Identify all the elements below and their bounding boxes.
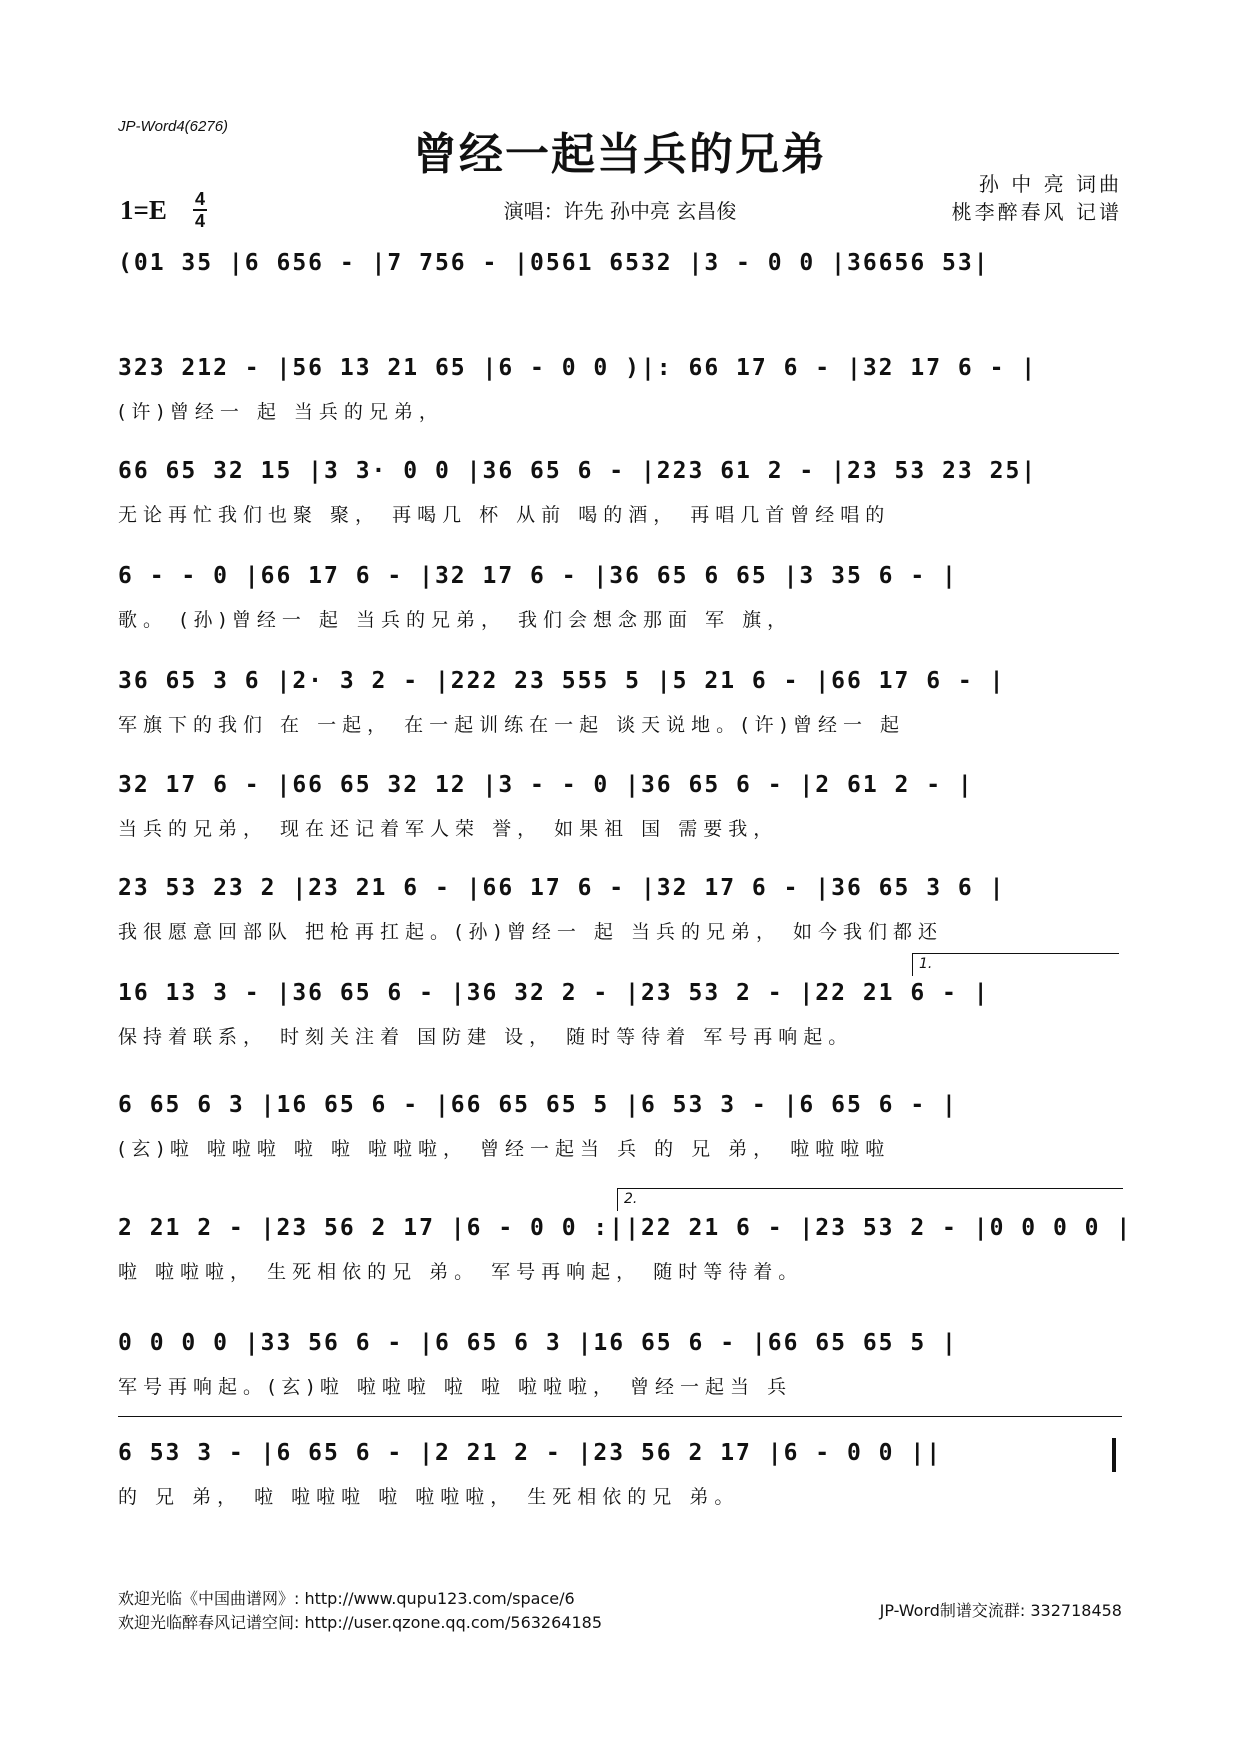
notation-line: (01 35 |6 656 - |7 756 - |0561 6532 |3 - 0 0 |36656 53| [118,250,990,276]
lyrics-line: 军旗下的我们 在 一起， 在一起训练在一起 谈天说地。(许)曾经一 起 [118,714,906,736]
footer-link-2: 欢迎光临醉春风记谱空间: http://user.qzone.qq.com/563264185 [118,1613,603,1632]
notation-line: 0 0 0 0 |33 56 6 - |6 65 6 3 |16 65 6 - |66 65 65 5 | [118,1330,958,1356]
notation-line: 66 65 32 15 |3 3· 0 0 |36 65 6 - |223 61 2 - |23 53 23 25| [118,458,1038,484]
lyrics-line: 啦 啦啦啦， 生死相依的兄 弟。 军号再响起， 随时等待着。 [118,1261,804,1283]
song-title: 曾经一起当兵的兄弟 [413,129,827,180]
notation-line: 323 212 - |56 13 21 65 |6 - 0 0 )|: 66 17 6 - |32 17 6 - | [118,355,1038,381]
lyrics-line: 的 兄 弟， 啦 啦啦啦 啦 啦啦啦， 生死相依的兄 弟。 [118,1486,740,1508]
notation-line: 6 53 3 - |6 65 6 - |2 21 2 - |23 56 2 17 |6 - 0 0 || [118,1440,943,1466]
lyrics-line: 歌。 (孙)曾经一 起 当兵的兄弟， 我们会想念那面 军 旗， [118,609,793,631]
key-signature: 1=E [120,195,167,225]
singers: 演唱：许先 孙中亮 玄昌俊 [503,199,737,223]
final-barline [1112,1438,1116,1472]
transcriber-credit: 桃李醉春风 记谱 [951,200,1122,224]
composer-credit: 孙 中 亮 词曲 [978,172,1122,196]
lyrics-line: 军号再响起。(玄)啦 啦啦啦 啦 啦 啦啦啦， 曾经一起当 兵 [118,1376,793,1398]
lyrics-line: (玄)啦 啦啦啦 啦 啦 啦啦啦， 曾经一起当 兵 的 兄 弟， 啦啦啦啦 [118,1138,891,1160]
time-top: 4 [194,189,205,209]
software-label: JP-Word4(6276) [118,118,229,135]
lyrics-line: 当兵的兄弟， 现在还记着军人荣 誉， 如果祖 国 需要我， [118,818,779,840]
lyrics-line: (许)曾经一 起 当兵的兄弟， [118,401,444,423]
lyrics-line: 无论再忙我们也聚 聚， 再喝几 杯 从前 喝的酒， 再唱几首曾经唱的 [118,504,891,526]
notation-line: 16 13 3 - |36 65 6 - |36 32 2 - |23 53 2 - |22 21 6 - | [118,980,990,1006]
volta-second: 2. [617,1188,1123,1211]
notation-line: 6 - - 0 |66 17 6 - |32 17 6 - |36 65 6 65 |3 35 6 - | [118,563,958,589]
notation-line: 2 21 2 - |23 56 2 17 |6 - 0 0 :||22 21 6 - |23 53 2 - |0 0 0 0 | [118,1215,1133,1241]
lyrics-line: 我很愿意回部队 把枪再扛起。(孙)曾经一 起 当兵的兄弟， 如今我们都还 [118,921,943,943]
notation-line: 23 53 23 2 |23 21 6 - |66 17 6 - |32 17 6 - |36 65 3 6 | [118,875,1006,901]
lyrics-line: 保持着联系， 时刻关注着 国防建 设， 随时等待着 军号再响起。 [118,1026,854,1048]
notation-line: 36 65 3 6 |2· 3 2 - |222 23 555 5 |5 21 6 - |66 17 6 - | [118,668,1006,694]
footer-link-1: 欢迎光临《中国曲谱网》: http://www.qupu123.com/space/6 [118,1589,575,1608]
footer-group: JP-Word制谱交流群: 332718458 [879,1601,1122,1620]
volta-first: 1. [912,953,1119,976]
final-rule [118,1416,1122,1417]
notation-line: 32 17 6 - |66 65 32 12 |3 - - 0 |36 65 6 - |2 61 2 - | [118,772,974,798]
time-bottom: 4 [194,211,205,231]
notation-line: 6 65 6 3 |16 65 6 - |66 65 65 5 |6 53 3 - |6 65 6 - | [118,1092,958,1118]
